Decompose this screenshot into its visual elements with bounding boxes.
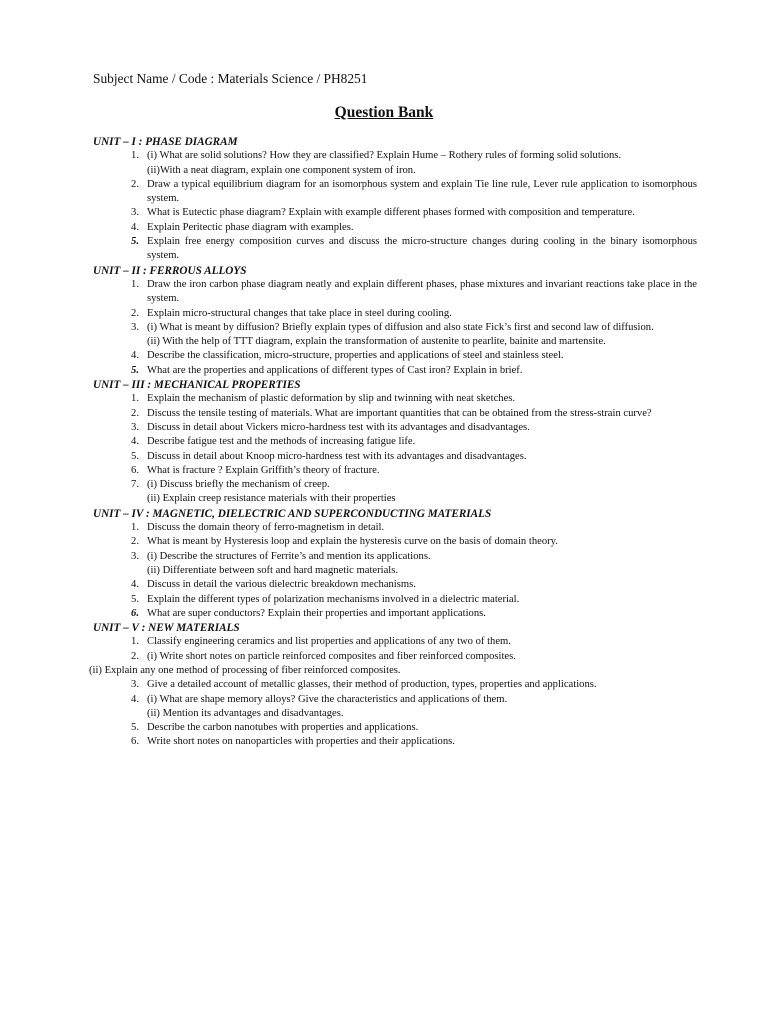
question-number: 6.	[131, 464, 139, 476]
question-text: Discuss in detail about Knoop micro-hardness test with its advantages and disadvantages.	[147, 450, 527, 462]
question-text: Discuss the domain theory of ferro-magnetism in detail.	[147, 522, 385, 534]
question-number: 2.	[131, 178, 139, 190]
question-item	[93, 650, 697, 664]
question-text: (i) Write short notes on particle reinforced composites and fiber reinforced composites.	[147, 650, 516, 662]
question-text: Classify engineering ceramics and list properties and applications of any two of them.	[147, 636, 511, 648]
question-item	[93, 421, 697, 435]
question-text: Write short notes on nanoparticles with properties and their applications.	[147, 736, 455, 748]
question-number: 4.	[131, 579, 139, 591]
question-subpart: (ii) With the help of TTT diagram, explain the transformation of austenite to pearlite, bainite and martensite.	[147, 336, 606, 348]
question-text: (i) What are shape memory alloys? Give the characteristics and applications of them.	[147, 693, 508, 705]
question-text: Discuss in detail about Vickers micro-hardness test with its advantages and disadvantages.	[147, 421, 530, 433]
question-number: 1.	[131, 636, 139, 648]
question-text: What are super conductors? Explain their properties and important applications.	[147, 607, 486, 619]
question-list	[89, 135, 697, 750]
question-item	[93, 464, 697, 478]
question-number: 6.	[131, 736, 139, 748]
question-text: Describe the carbon nanotubes with properties and applications.	[147, 722, 419, 734]
question-number: 3.	[131, 207, 139, 219]
question-text: Describe fatigue test and the methods of increasing fatigue life.	[147, 436, 416, 448]
question-item	[93, 149, 697, 178]
question-number: 2.	[131, 650, 139, 662]
question-text: Discuss the tensile testing of materials. What are important quantities that can be obtained from the stress-strain curve?	[147, 407, 652, 419]
question-item	[93, 735, 697, 749]
unit-heading: UNIT – I : PHASE DIAGRAM	[93, 136, 238, 148]
question-number: 3.	[131, 321, 139, 333]
question-number: 5.	[131, 722, 139, 734]
question-text: What are the properties and applications of different types of Cast iron? Explain in brief.	[147, 364, 523, 376]
question-text: (i) Describe the structures of Ferrite’s and mention its applications.	[147, 550, 431, 562]
question-text: Explain micro-structural changes that take place in steel during cooling.	[147, 307, 452, 319]
question-item	[93, 521, 697, 535]
question-item	[93, 321, 697, 350]
question-number: 4.	[131, 221, 139, 233]
unit-heading: UNIT – III : MECHANICAL PROPERTIES	[93, 379, 301, 392]
question-number: 3.	[131, 550, 139, 562]
question-number: 1.	[131, 522, 139, 534]
question-subpart: (ii) Explain creep resistance materials with their properties	[147, 493, 396, 505]
question-text: Discuss in detail the various dielectric breakdown mechanisms.	[147, 579, 416, 591]
question-text: Explain free energy composition curves and discuss the micro-structure changes during cooling in the binary isomorphous system.	[147, 236, 697, 262]
question-number: 6.	[131, 607, 139, 619]
question-number: 5.	[131, 236, 139, 248]
page-title: Question Bank	[334, 104, 434, 121]
question-item	[93, 535, 697, 549]
question-number: 5.	[131, 364, 139, 376]
question-text: Describe the classification, micro-structure, properties and applications of steel and stainless steel.	[147, 350, 564, 362]
question-item	[93, 693, 697, 722]
question-number: 5.	[131, 450, 139, 462]
question-item	[93, 206, 697, 220]
question-text: (i) What is meant by diffusion? Briefly explain types of diffusion and also state Fick’s first and second law of diffusion.	[147, 321, 654, 333]
unit-heading: UNIT – V : NEW MATERIALS	[93, 622, 240, 635]
question-subpart: (ii) Explain any one method of processing of fiber reinforced composites.	[89, 664, 401, 676]
question-number: 5.	[131, 593, 139, 605]
question-text: Draw the iron carbon phase diagram neatly and explain different phases, phase mixtures and invariant reactions take place in the system.	[147, 278, 697, 305]
question-item	[93, 407, 697, 421]
question-number: 1.	[131, 150, 139, 162]
question-number: 2.	[131, 407, 139, 419]
unit-heading: UNIT – II : FERROUS ALLOYS	[93, 264, 247, 277]
subject-line: Subject Name / Code : Materials Science / PH8251	[93, 71, 368, 86]
question-number: 1.	[131, 278, 139, 290]
question-text: Explain the different types of polarization mechanisms involved in a dielectric material.	[147, 593, 520, 605]
question-text: What is meant by Hysteresis loop and explain the hysteresis curve on the basis of domain theory.	[147, 536, 558, 548]
question-text: (i) Discuss briefly the mechanism of creep.	[147, 479, 330, 491]
question-item	[93, 307, 697, 321]
question-item	[93, 364, 697, 378]
question-number: 3.	[131, 421, 139, 433]
question-item	[93, 678, 697, 692]
question-text: Explain the mechanism of plastic deformation by slip and twinning with neat sketches.	[147, 393, 516, 405]
question-item	[93, 435, 697, 449]
question-item	[93, 550, 697, 579]
question-number: 3.	[131, 679, 139, 691]
question-item	[93, 635, 697, 649]
question-item	[93, 593, 697, 607]
question-number: 4.	[131, 350, 139, 362]
question-subpart: (ii) Differentiate between soft and hard magnetic materials.	[147, 564, 399, 576]
question-item	[93, 607, 697, 621]
unit-heading: UNIT – IV : MAGNETIC, DIELECTRIC AND SUPERCONDUCTING MATERIALS	[93, 507, 492, 520]
question-number: 2.	[131, 536, 139, 548]
question-number: 2.	[131, 307, 139, 319]
question-item	[93, 221, 697, 235]
question-text: What is Eutectic phase diagram? Explain with example different phases formed with composition and temperature.	[147, 207, 635, 219]
question-subpart: (ii)With a neat diagram, explain one component system of iron.	[147, 164, 416, 176]
question-item	[93, 178, 697, 207]
question-subpart: (ii) Mention its advantages and disadvantages.	[147, 707, 344, 719]
question-text: What is fracture ? Explain Griffith’s theory of fracture.	[147, 464, 380, 476]
question-text: (i) What are solid solutions? How they are classified? Explain Hume – Rothery rules of forming solid solutions.	[147, 150, 622, 162]
question-number: 4.	[131, 436, 139, 448]
question-item	[93, 278, 697, 307]
question-item	[93, 349, 697, 363]
question-item	[93, 450, 697, 464]
question-number: 4.	[131, 693, 139, 705]
question-item	[93, 721, 697, 735]
question-number: 7.	[131, 479, 139, 491]
question-item	[93, 578, 697, 592]
question-text: Explain Peritectic phase diagram with examples.	[147, 221, 354, 233]
question-number: 1.	[131, 393, 139, 405]
question-item	[93, 392, 697, 406]
question-item	[93, 478, 697, 507]
question-text: Give a detailed account of metallic glasses, their method of production, types, properties and applications.	[147, 679, 597, 691]
question-item	[93, 235, 697, 264]
question-text: Draw a typical equilibrium diagram for an isomorphous system and explain Tie line rule, Lever rule application to isomorphous system.	[147, 178, 697, 205]
